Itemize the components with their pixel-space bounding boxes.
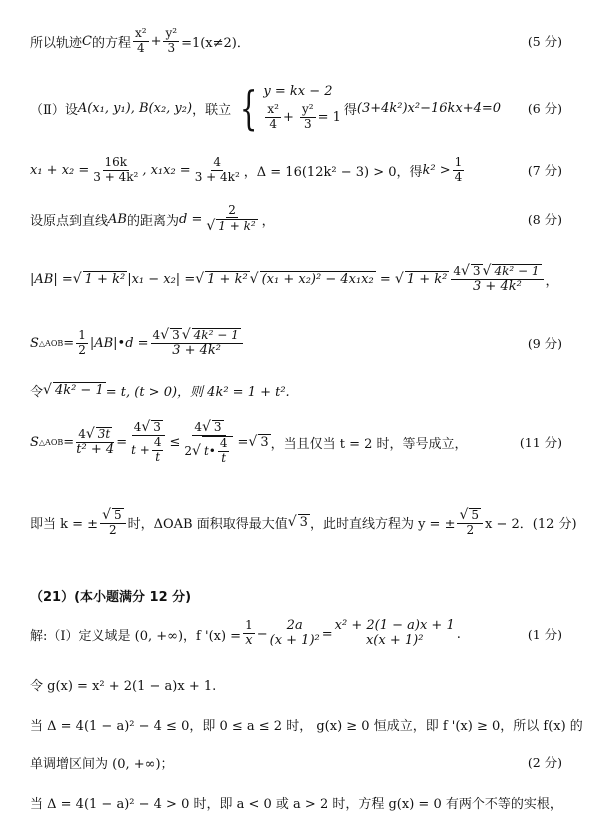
text: =: [237, 434, 249, 450]
fraction: [265, 103, 281, 132]
text: =: [63, 434, 75, 450]
subscript: △AOB: [38, 338, 64, 348]
quadratic: (3+4k²)x²−16kx+4=0: [356, 100, 502, 116]
num: 4: [153, 435, 162, 450]
subscript: △AOB: [38, 437, 64, 447]
var-ab: AB: [108, 211, 127, 227]
radicand: 1 + k²: [218, 219, 256, 234]
text: |x₁ − x₂| =: [127, 271, 196, 287]
den: 4: [269, 117, 277, 131]
fraction: [243, 619, 255, 649]
num: x²: [134, 25, 147, 40]
den: 2√ t• $\frac{4}{t}$: [182, 436, 235, 466]
den: (x + 1)²: [269, 633, 320, 648]
num: 4√ 3t: [76, 426, 114, 443]
fraction: [129, 419, 167, 465]
num: 16k: [104, 154, 128, 169]
radicand: 1 + k²: [207, 272, 248, 287]
num: √ 5: [457, 507, 483, 524]
text: =: [63, 335, 75, 351]
line-chord-length: |AB| = √ 1 + k² |x₁ − x₂| = √ 1 + k² √ (x₁ + x₂)² − 4x₁x₂ = √ 1 + k² $\frac{\text{4√ 3 √ 4k² − 1}}{\text{3 + 4k²}}$ ，: [30, 262, 559, 295]
radicand: 1 + k²: [84, 272, 126, 287]
num: 4: [219, 435, 228, 450]
text: 当 Δ = 4(1 − a)² − 4 > 0 时，即 a < 0 或 a > 2 时，方程 g(x) = 0 有两个不等的实根，: [30, 796, 563, 812]
fraction: [451, 263, 543, 295]
text: |AB|•d =: [89, 335, 149, 351]
coef: 4: [152, 327, 161, 342]
text: .: [456, 626, 461, 642]
radicand: (x₁ + x₂)² − 4x₁x₂: [261, 272, 374, 287]
fraction: [76, 329, 88, 358]
line-case-two: [30, 790, 584, 814]
line-part-ii-system: [30, 80, 584, 136]
radicand: 5: [113, 507, 122, 522]
fraction: [453, 156, 465, 185]
text: ，当且仅当 t = 2 时，等号成立，: [270, 436, 468, 452]
line-distance: 设原点到直线 AB 的距离为 d = $\frac{2}{\text{√ 1 + k²}}$ ， (8 分): [30, 202, 562, 235]
num: √ 5: [100, 507, 126, 524]
coef: 4: [453, 263, 461, 278]
problem-heading: [30, 584, 584, 606]
fraction: [133, 27, 149, 56]
line-define-g: [30, 672, 584, 696]
radicand: 4k² − 1: [193, 327, 239, 342]
text: =1(x≠2)．: [181, 35, 250, 51]
score: (2 分): [527, 755, 562, 770]
radicand: 3t: [97, 426, 111, 441]
equation-system: [234, 81, 341, 135]
score: (5 分): [527, 34, 562, 49]
fraction: [91, 156, 140, 185]
score: (11 分): [519, 435, 562, 450]
var-s: S: [30, 434, 39, 450]
radicand: 5: [471, 507, 480, 522]
points: A(x₁, y₁), B(x₂, y₂): [77, 100, 193, 116]
num: y²: [301, 102, 314, 117]
line-am-gm: S △AOB = $\frac{4√ 3t}{\text{t² + 4}}$ = 4√ 3 t + $\frac{4}{t}$ ≤ 4√ 3 2√ t• $\frac{4}{t}$ = √ 3 ，当且仅当 t = 2 时，等号成立， (11 分): [30, 418, 562, 465]
num: x² + 2(1 − a)x + 1: [334, 618, 455, 634]
system-row-2: $\frac{\text{x²}}{4}$ + $\frac{\text{y²}}{3}$ = 1: [267, 102, 341, 131]
den: 2: [109, 522, 117, 537]
text: 当 Δ = 4(1 − a)² − 4 ≤ 0，即 0 ≤ a ≤ 2 时， g(x) ≥ 0 恒成立，即 f '(x) ≥ 0，所以 f(x) 的: [30, 718, 583, 734]
sum: x₁ + x₂ =: [30, 162, 90, 178]
text: −: [256, 626, 268, 642]
den: 3 + 4k²: [473, 279, 522, 295]
num: 1: [245, 618, 253, 633]
den: 4: [454, 169, 463, 184]
score: (1 分): [527, 627, 562, 642]
line-conclusion: 即当 k = ± $\frac{√ 5}{2}$ 时，ΔOAB 面积取得最大值 √ 3 ，此时直线方程为 y = ± $\frac{√ 5}{2}$ x − 2．(12 分): [30, 506, 577, 537]
coef: 2: [184, 443, 193, 458]
fraction: [193, 156, 242, 185]
den: 2: [78, 342, 86, 357]
radicand: 3: [213, 419, 222, 434]
den: 3: [167, 40, 176, 55]
var-d: d =: [178, 211, 203, 227]
fraction: [76, 426, 114, 458]
fraction: [270, 619, 320, 649]
line-substitution: 令 √ 4k² − 1 = t, (t > 0)，则 4k² = 1 + t².: [30, 382, 290, 400]
text: |AB| =: [30, 271, 73, 287]
brace: {: [239, 81, 258, 135]
text: 的方程: [91, 35, 131, 51]
den: √ 1 + k²: [206, 218, 256, 235]
line-area-formula: [30, 320, 584, 366]
num: 4: [213, 154, 222, 169]
text: 设原点到直线: [30, 213, 109, 229]
num: 1: [78, 327, 86, 342]
score: (6 分): [527, 101, 562, 116]
fraction: [100, 507, 126, 538]
den: t² + 4: [76, 442, 115, 458]
den: 4: [136, 40, 145, 55]
score: (8 分): [527, 212, 562, 227]
num: 4√ 3 √ 4k² − 1: [451, 263, 543, 280]
radicand: 3: [153, 420, 161, 435]
text: =: [321, 626, 333, 642]
text: x − 2．(12 分): [485, 516, 577, 532]
line-case-one: [30, 712, 584, 736]
radicand: t• $\frac{4}{t}$: [202, 436, 234, 466]
score: (9 分): [527, 336, 562, 351]
den: x(x + 1)²: [365, 633, 424, 648]
fraction: [457, 507, 483, 538]
text: ，联立: [192, 102, 232, 118]
text: = 1: [317, 110, 341, 125]
radicand: 3: [260, 435, 269, 450]
num: 4√ 3: [192, 419, 225, 436]
fraction: [218, 437, 230, 466]
den: t: [221, 450, 227, 465]
den: 3 + 4k²: [93, 169, 139, 184]
radicand: 4k² − 1: [54, 383, 104, 398]
den: 3: [303, 117, 312, 131]
text: 解:（Ⅰ）定义域是 (0, +∞)，f '(x) =: [30, 628, 242, 644]
line-trajectory-equation: 所以轨迹 C 的方程 $\frac{\text{x²}}{4}$ + $\frac{\text{y²}}{3}$ =1(x≠2)． (5 分): [30, 25, 562, 55]
text: ≤: [169, 434, 181, 450]
text: （Ⅱ）设: [30, 102, 78, 118]
den: x: [245, 632, 253, 648]
den: 3 + 4k²: [194, 169, 240, 184]
radicand: 1 + k²: [406, 272, 448, 287]
var-s: S: [30, 335, 39, 351]
text: =: [116, 434, 128, 450]
text: 所以轨迹: [30, 35, 83, 51]
line-derivative: [30, 614, 584, 654]
num: y²: [165, 25, 178, 40]
system-row-1: y = kx − 2: [263, 84, 333, 100]
line-vieta: [30, 150, 584, 190]
radicand: 3: [172, 327, 180, 342]
text: 令 g(x) = x² + 2(1 − a)x + 1.: [30, 678, 217, 694]
num: 4√ 3: [132, 419, 165, 436]
num: 4√ 3 √ 4k² − 1: [151, 327, 243, 344]
fraction: [182, 419, 235, 466]
text: k² >: [422, 162, 451, 178]
radicand: 3: [299, 515, 308, 530]
text: 单调增区间为 (0, +∞)；: [30, 756, 174, 772]
den: [129, 436, 167, 465]
num: 2a: [286, 618, 303, 634]
num: x²: [267, 102, 279, 117]
den: 2: [466, 522, 475, 537]
fraction: [335, 619, 455, 649]
text: ，Δ = 16(12k² − 3) > 0，得: [243, 164, 423, 180]
fraction: [163, 27, 179, 56]
system-rows: [263, 84, 341, 132]
den: t: [155, 450, 161, 465]
text: 得: [343, 102, 357, 118]
t: t: [203, 443, 209, 458]
num: 1: [454, 154, 463, 169]
text: = t, (t > 0)，则 4k² = 1 + t².: [105, 384, 290, 400]
radicand: 3: [472, 263, 481, 278]
heading-text: （21）(本小题满分 12 分): [30, 589, 192, 605]
den-t: t +: [131, 443, 150, 458]
fraction: [300, 103, 316, 132]
var-c: C: [82, 33, 92, 49]
text: 时，ΔOAB 面积取得最大值: [127, 516, 288, 532]
text: 令: [30, 384, 44, 400]
text: ，: [545, 273, 559, 289]
text: , x₁x₂ =: [142, 162, 191, 178]
text: 的距离为: [126, 213, 179, 229]
line-increasing-interval: [30, 750, 584, 774]
coef: 4: [78, 426, 86, 441]
fraction: [151, 327, 243, 359]
fraction: [152, 436, 164, 465]
den: 3 + 4k²: [172, 343, 222, 359]
text: 即当 k = ±: [30, 516, 99, 532]
coef: 4: [194, 419, 202, 434]
num: 2: [228, 202, 236, 217]
score: (7 分): [527, 163, 562, 178]
coef: 4: [133, 420, 142, 435]
text: ，此时直线方程为 y = ±: [309, 516, 456, 532]
radicand: 4k² − 1: [494, 263, 540, 278]
fraction: [204, 204, 259, 235]
